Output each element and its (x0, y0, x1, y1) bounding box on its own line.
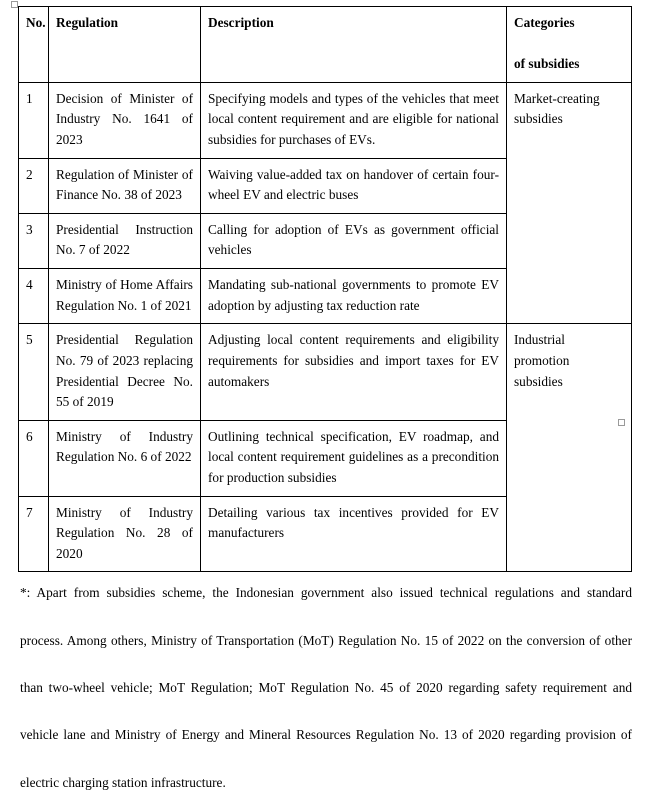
category-industrial-line1: Industrial (514, 332, 565, 348)
footnote-line-2: process. Among others, Ministry of Transportation (MoT) Regulation No. 15 of 2022 on the conversion of other (20, 632, 632, 648)
table-row (19, 324, 632, 420)
cell-no: 3 (19, 213, 49, 268)
column-header-description: Description (201, 7, 507, 83)
table-body (19, 82, 632, 572)
footnote-line-3: than two-wheel vehicle; MoT Regulation; MoT Regulation No. 45 of 2020 regarding safety requirement and (20, 680, 632, 696)
table-row (19, 82, 632, 158)
category-industrial-line3: subsidies (514, 373, 563, 389)
cell-no: 1 (19, 82, 49, 158)
cell-regulation: Presidential Regulation No. 79 of 2023 replacing Presidential Decree No. 55 of 2019 (49, 324, 201, 420)
cell-description: Outlining technical specification, EV roadmap, and local content requirement guidelines as a precondition for production subsidies (201, 420, 507, 496)
regulations-table (18, 6, 632, 572)
cell-description: Specifying models and types of the vehicles that meet local content requirement and are eligible for national subsidies for purchases of EVs. (201, 82, 507, 158)
cell-no: 5 (19, 324, 49, 420)
cell-regulation: Presidential Instruction No. 7 of 2022 (49, 213, 201, 268)
column-header-categories (507, 7, 632, 83)
column-header-no: No. (19, 7, 49, 83)
footnote-line-4: vehicle lane and Ministry of Energy and Mineral Resources Regulation No. 13 of 2020 regarding provision of (20, 727, 632, 743)
cell-description: Calling for adoption of EVs as government official vehicles (201, 213, 507, 268)
cell-regulation: Ministry of Industry Regulation No. 28 of 2020 (49, 496, 201, 572)
cell-regulation: Ministry of Industry Regulation No. 6 of 2022 (49, 420, 201, 496)
cell-no: 2 (19, 158, 49, 213)
crop-mark-top-left (11, 1, 18, 8)
cell-regulation: Decision of Minister of Industry No. 1641 of 2023 (49, 82, 201, 158)
column-header-categories-line3: subsidies (528, 56, 580, 72)
table-footnote (20, 581, 632, 794)
cell-description: Adjusting local content requirements and eligibility requirements for subsidies and import taxes for EV automakers (201, 324, 507, 420)
column-header-categories-line2: of (514, 56, 526, 72)
cell-no: 7 (19, 496, 49, 572)
cell-no: 4 (19, 269, 49, 324)
footnote-line-1: *: Apart from subsidies scheme, the Indonesian government also issued technical regulations and standard (20, 585, 632, 601)
cell-category-market-creating: Market-creating subsidies (507, 82, 632, 323)
footnote-line-5: electric charging station infrastructure. (20, 774, 226, 790)
cell-description: Waiving value-added tax on handover of certain four-wheel EV and electric buses (201, 158, 507, 213)
column-header-categories-line1: Categories (514, 15, 575, 30)
table-header (19, 7, 632, 83)
table-header-row (19, 7, 632, 83)
column-header-regulation: Regulation (49, 7, 201, 83)
cell-category-industrial-promotion (507, 324, 632, 572)
crop-mark-bottom-right (618, 419, 625, 426)
cell-regulation: Regulation of Minister of Finance No. 38 of 2023 (49, 158, 201, 213)
category-industrial-line2: promotion (514, 352, 570, 368)
cell-no: 6 (19, 420, 49, 496)
cell-regulation: Ministry of Home Affairs Regulation No. 1 of 2021 (49, 269, 201, 324)
cell-description: Detailing various tax incentives provided for EV manufacturers (201, 496, 507, 572)
cell-description: Mandating sub-national governments to promote EV adoption by adjusting tax reduction rate (201, 269, 507, 324)
